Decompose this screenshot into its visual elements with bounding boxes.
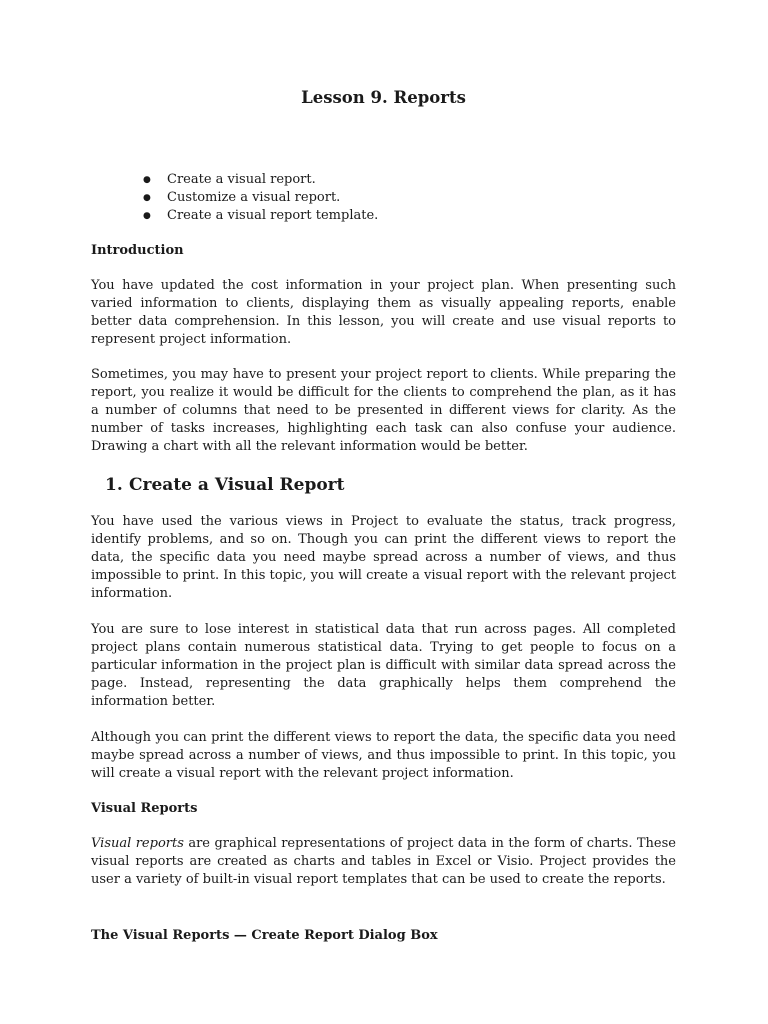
visual-reports-definition: are graphical representations of project data in the form of charts. These visual reports are created as charts and tables in Excel or Visio. Project provides the user a variety of built-in visual report templates that can be used to create the reports. <box>91 836 676 887</box>
bullet-icon: ● <box>143 211 151 221</box>
visual-reports-heading: Visual Reports <box>91 801 198 816</box>
objectives-list <box>143 171 676 225</box>
bullet-icon: ● <box>143 175 151 185</box>
topic-paragraph: You are sure to lose interest in statistical data that run across pages. All completed project plans contain numerous statistical data. Trying to get people to focus on a particular information in the project plan is difficult with similar data spread across the page. Instead, representing the data graphically helps them comprehend the information better. <box>91 622 676 709</box>
objective-text: Customize a visual report. <box>167 190 341 205</box>
objective-text: Create a visual report template. <box>167 208 379 223</box>
introduction-paragraph: Sometimes, you may have to present your project report to clients. While preparing the report, you realize it would be difficult for the clients to comprehend the plan, as it has a number of columns that need to be presented in different views for clarity. As the number of tasks increases, highlighting each task can also confuse your audience. Drawing a chart with all the relevant information would be better. <box>91 367 676 454</box>
list-item <box>143 207 676 225</box>
visual-reports-term: Visual reports <box>91 836 184 851</box>
objective-text: Create a visual report. <box>167 172 316 187</box>
bullet-icon: ● <box>143 193 151 203</box>
list-item <box>143 189 676 207</box>
topic-number: 1. <box>105 475 123 495</box>
topic-heading <box>105 473 676 497</box>
topic-paragraph: You have used the various views in Project to evaluate the status, track progress, identify problems, and so on. Though you can print the different views to report the data, the specific data you need maybe spread across a number of views, and thus impossible to print. In this topic, you will create a visual report with the relevant project information. <box>91 514 676 601</box>
topic-paragraph: Although you can print the different views to report the data, the specific data you need maybe spread across a number of views, and thus impossible to print. In this topic, you will create a visual report with the relevant project information. <box>91 730 676 781</box>
introduction-heading: Introduction <box>91 243 184 258</box>
list-item <box>143 171 676 189</box>
topic-title: Create a Visual Report <box>129 475 345 495</box>
visual-reports-paragraph <box>91 835 676 889</box>
dialog-box-heading: The Visual Reports — Create Report Dialog Box <box>91 928 438 943</box>
introduction-paragraph: You have updated the cost information in your project plan. When presenting such varied information to clients, displaying them as visually appealing reports, enable better data comprehension. In this lesson, you will create and use visual reports to represent project information. <box>91 278 676 347</box>
lesson-title: Lesson 9. Reports <box>301 88 466 107</box>
